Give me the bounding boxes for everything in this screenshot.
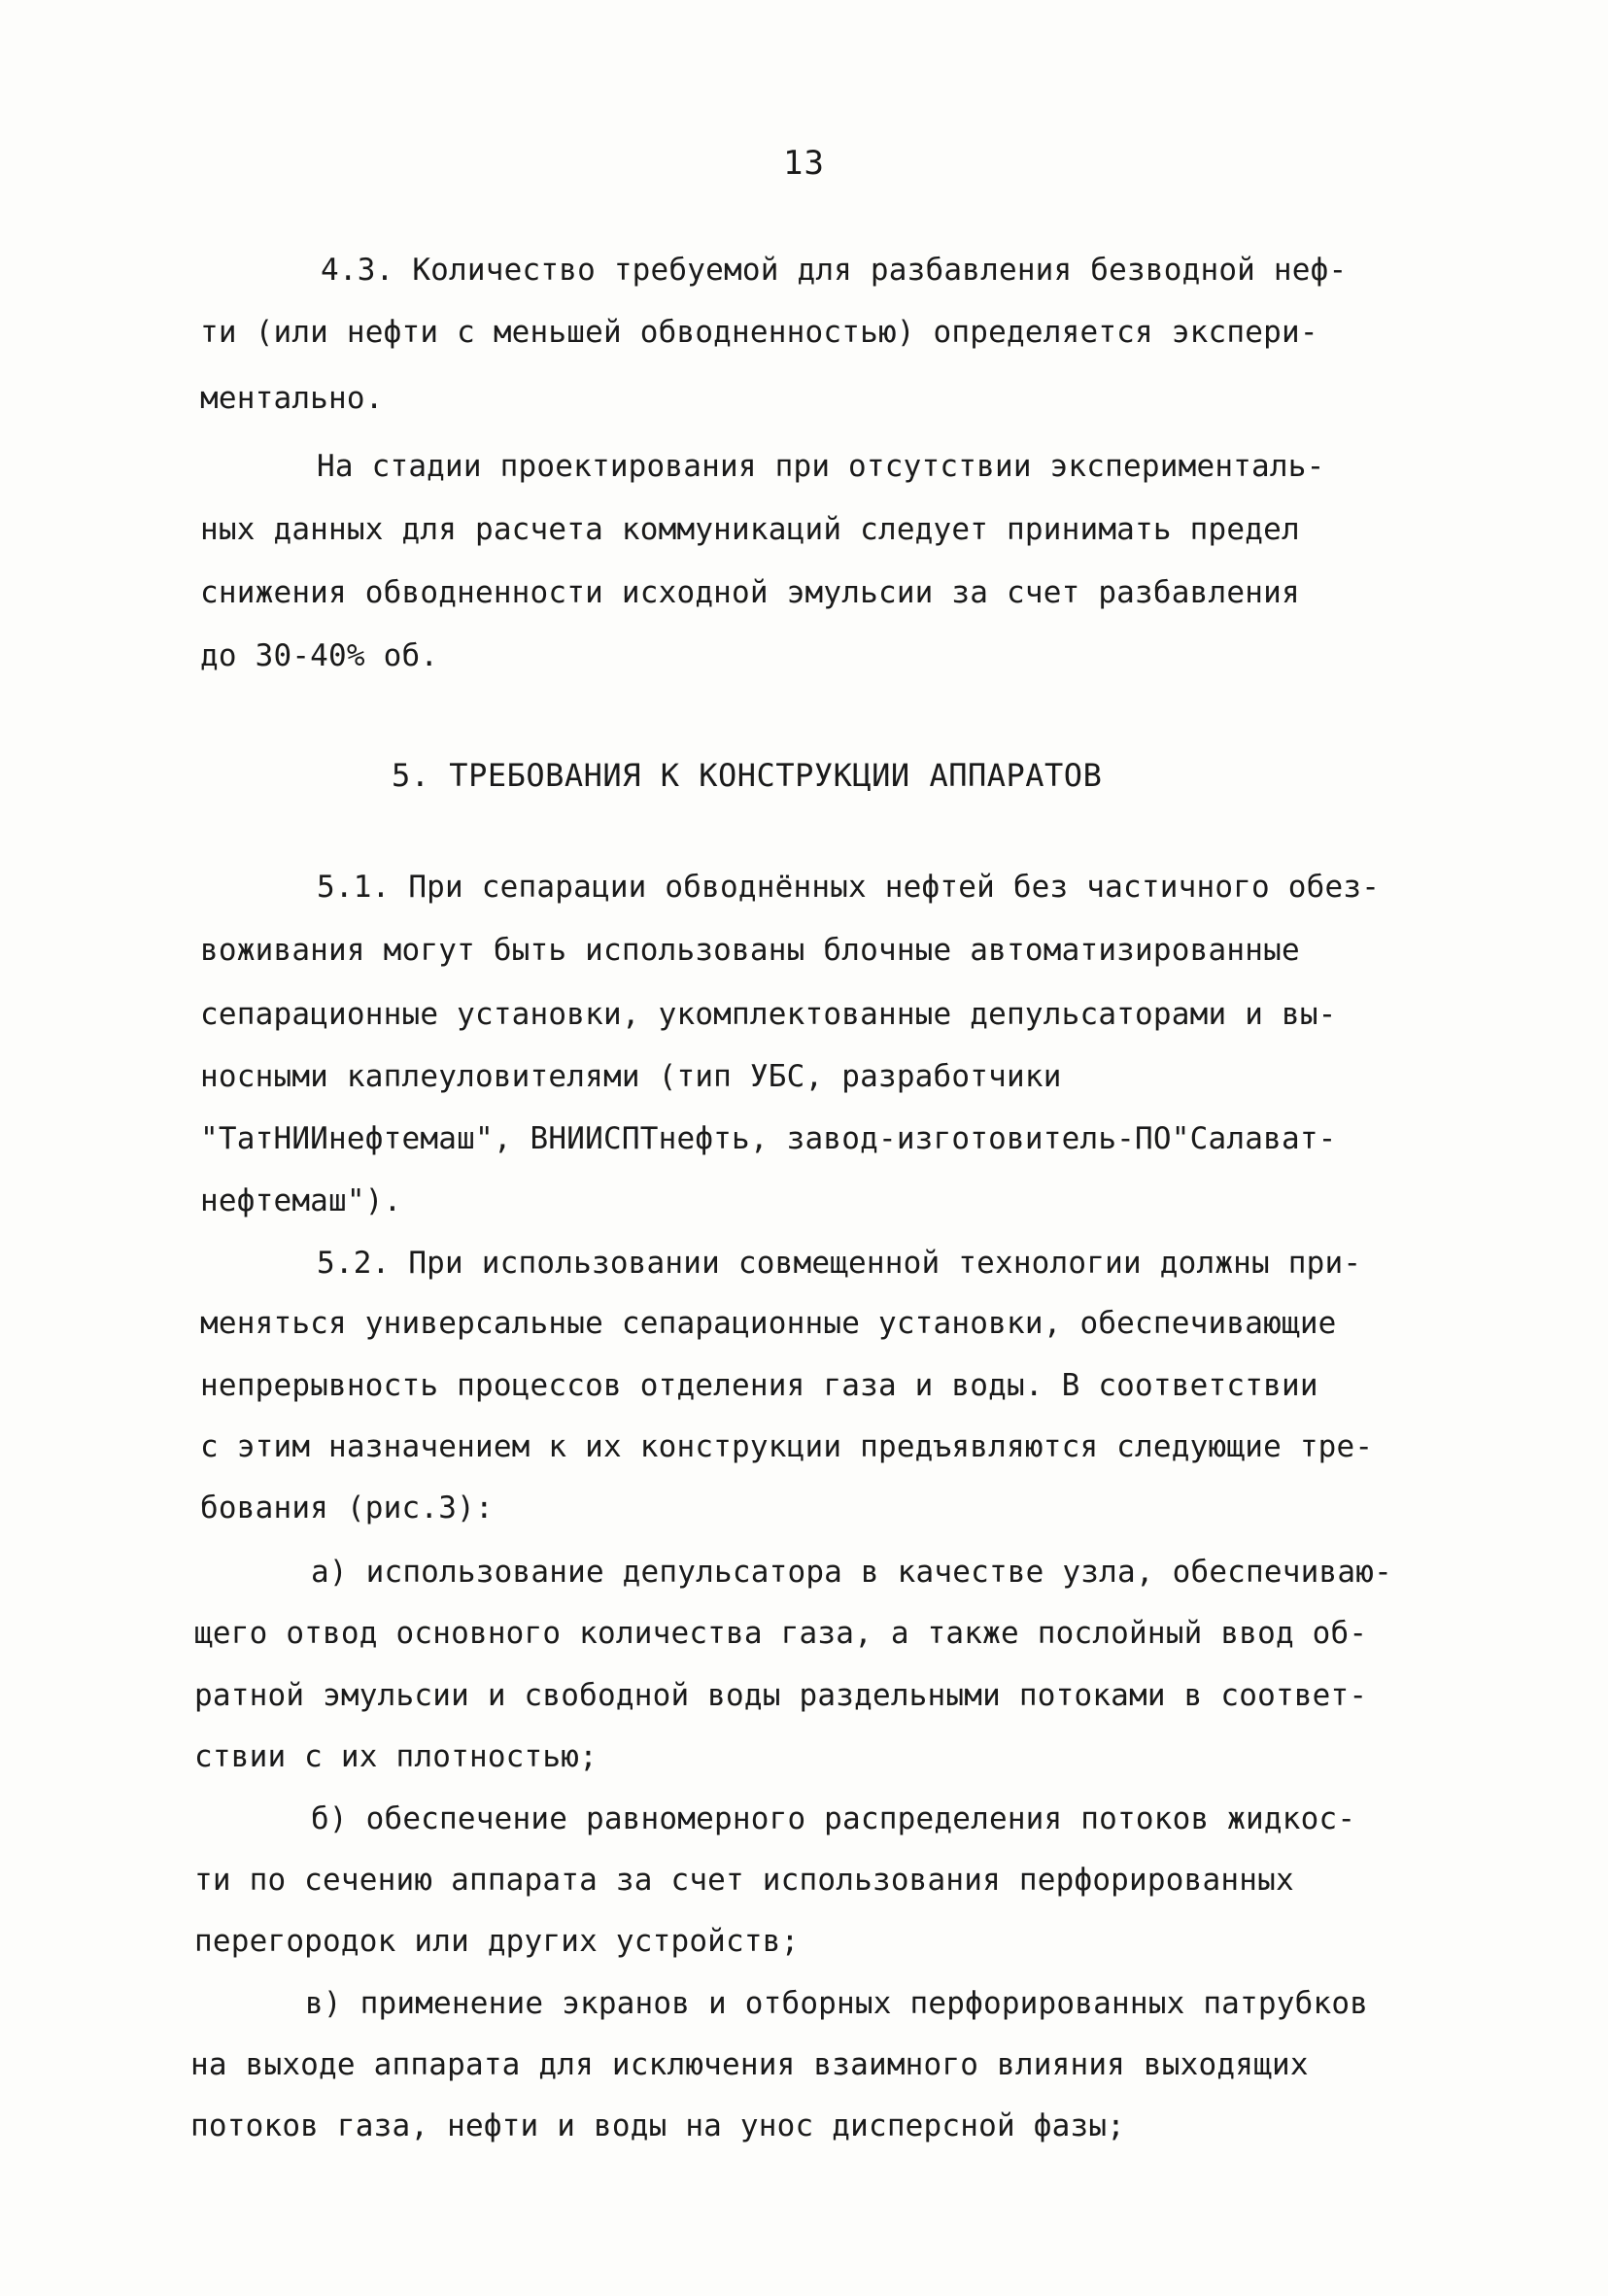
section5-p1-line-3: сепарационные установки, укомплектованные депульсаторами и вы-	[200, 997, 1337, 1032]
section4-p1-line-2: ти (или нефти с меньшей обводненностью) определяется экспери-	[200, 315, 1318, 350]
section5-p2-line-5: бования (рис.3):	[200, 1491, 494, 1525]
item-c-line-3: потоков газа, нефти и воды на унос дисперсной фазы;	[190, 2108, 1126, 2143]
section5-p2-line-2: меняться универсальные сепарационные установки, обеспечивающие	[200, 1306, 1337, 1341]
item-a-line-3: ратной эмульсии и свободной воды раздельными потоками в соответ-	[194, 1678, 1368, 1713]
section5-heading: 5. ТРЕБОВАНИЯ К КОНСТРУКЦИИ АППАРАТОВ	[392, 757, 1103, 794]
item-b-line-2: ти по сечению аппарата за счет использования перфорированных	[194, 1863, 1294, 1898]
page-number: 13	[783, 144, 825, 183]
item-a-line-1: а) использование депульсатора в качестве узла, обеспечиваю-	[311, 1555, 1392, 1590]
item-b-line-3: перегородок или других устройств;	[194, 1924, 800, 1959]
section4-p2-line-4: до 30-40% об.	[200, 638, 439, 673]
item-c-line-1: в) применение экранов и отборных перфорированных патрубков	[305, 1986, 1369, 2021]
section4-p1-line-1: 4.3. Количество требуемой для разбавления безводной неф-	[321, 253, 1348, 288]
item-c-line-2: на выходе аппарата для исключения взаимного влияния выходящих	[190, 2047, 1309, 2082]
section4-p2-line-1: На стадии проектирования при отсутствии эксперименталь-	[317, 449, 1325, 484]
section5-p1-line-5: "ТатНИИнефтемаш", ВНИИСПТнефть, завод-изготовитель-ПО"Салават-	[200, 1121, 1337, 1156]
section5-p1-line-4: носными каплеуловителями (тип УБС, разработчики	[200, 1059, 1062, 1094]
item-a-line-4: ствии с их плотностью;	[194, 1739, 598, 1774]
item-b-line-1: б) обеспечение равномерного распределения потоков жидкос-	[311, 1801, 1356, 1836]
section4-p2-line-2: ных данных для расчета коммуникаций следует принимать предел	[200, 512, 1300, 547]
section5-p2-line-3: непрерывность процессов отделения газа и воды. В соответствии	[200, 1368, 1318, 1403]
section5-p2-line-1: 5.2. При использовании совмещенной технологии должны при-	[317, 1246, 1362, 1281]
section5-p1-line-2: воживания могут быть использованы блочные автоматизированные	[200, 933, 1300, 968]
section5-p2-line-4: с этим назначением к их конструкции предъявляются следующие тре-	[200, 1429, 1374, 1464]
section5-p1-line-6: нефтемаш").	[200, 1183, 402, 1218]
section5-p1-line-1: 5.1. При сепарации обводнённых нефтей без частичного обез-	[317, 870, 1381, 905]
section4-p1-line-3: ментально.	[200, 381, 384, 416]
section4-p2-line-3: снижения обводненности исходной эмульсии за счет разбавления	[200, 575, 1300, 610]
item-a-line-2: щего отвод основного количества газа, а также послойный ввод об-	[194, 1616, 1368, 1651]
